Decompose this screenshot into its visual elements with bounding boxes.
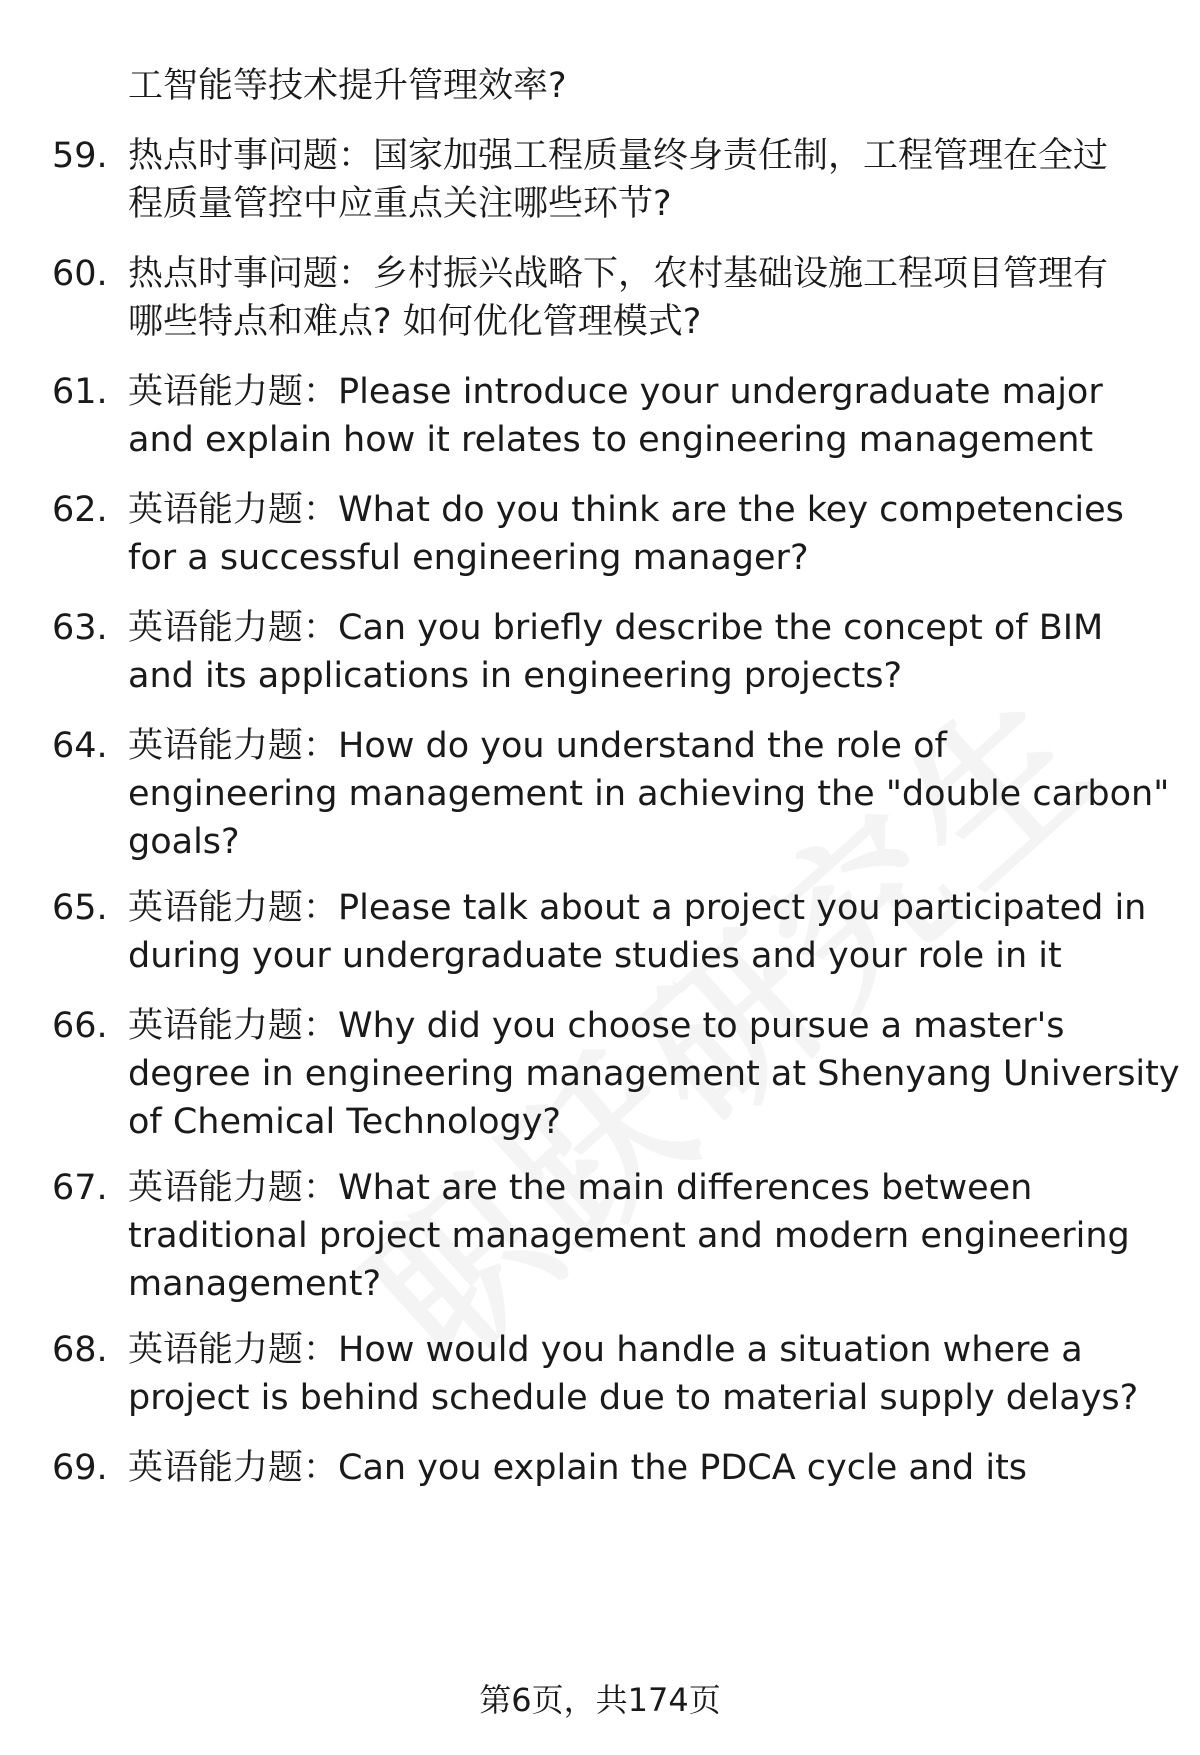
- item-text: 英语能力题：What are the main differences between traditional project management and modern engineering management?: [128, 1168, 1130, 1304]
- item-number: 61.: [52, 372, 108, 412]
- item-number: 64.: [52, 726, 108, 766]
- item-number: 68.: [52, 1330, 108, 1370]
- item-text: 英语能力题：How do you understand the role of engineering management in achieving the "double carbon" goals?: [128, 726, 1170, 862]
- item-text: 热点时事问题：国家加强工程质量终身责任制，工程管理在全过 程质量管控中应重点关注哪些环节?: [128, 136, 1109, 224]
- item-text: 英语能力题：Can you explain the PDCA cycle and its: [128, 1448, 1028, 1488]
- item-number: 69.: [52, 1448, 108, 1488]
- item-number: 59.: [52, 136, 108, 176]
- item-number: 66.: [52, 1006, 108, 1046]
- item-text: 英语能力题：What do you think are the key competencies for a successful engineering manager?: [128, 490, 1124, 578]
- item-number: 67.: [52, 1168, 108, 1208]
- item-text: 热点时事问题：乡村振兴战略下，农村基础设施工程项目管理有 哪些特点和难点? 如何优化管理模式?: [128, 254, 1109, 342]
- item-number: 63.: [52, 608, 108, 648]
- item-number: 62.: [52, 490, 108, 530]
- item-text: 英语能力题：Can you briefly describe the concept of BIM and its applications in engineering projects?: [128, 608, 1104, 696]
- page-footer: 第6页，共174页: [479, 1681, 721, 1719]
- continuation-text: 工智能等技术提升管理效率?: [128, 66, 567, 106]
- item-text: 英语能力题：Please talk about a project you participated in during your undergraduate studies and your role in it: [128, 888, 1147, 976]
- item-number: 65.: [52, 888, 108, 928]
- item-number: 60.: [52, 254, 108, 294]
- item-text: 英语能力题：How would you handle a situation where a project is behind schedule due to material supply delays?: [128, 1330, 1139, 1418]
- item-text: 英语能力题：Please introduce your undergraduate major and explain how it relates to engineering management: [128, 372, 1103, 460]
- item-text: 英语能力题：Why did you choose to pursue a master's degree in engineering management at Shenyang University of Chemical Technology?: [128, 1006, 1180, 1142]
